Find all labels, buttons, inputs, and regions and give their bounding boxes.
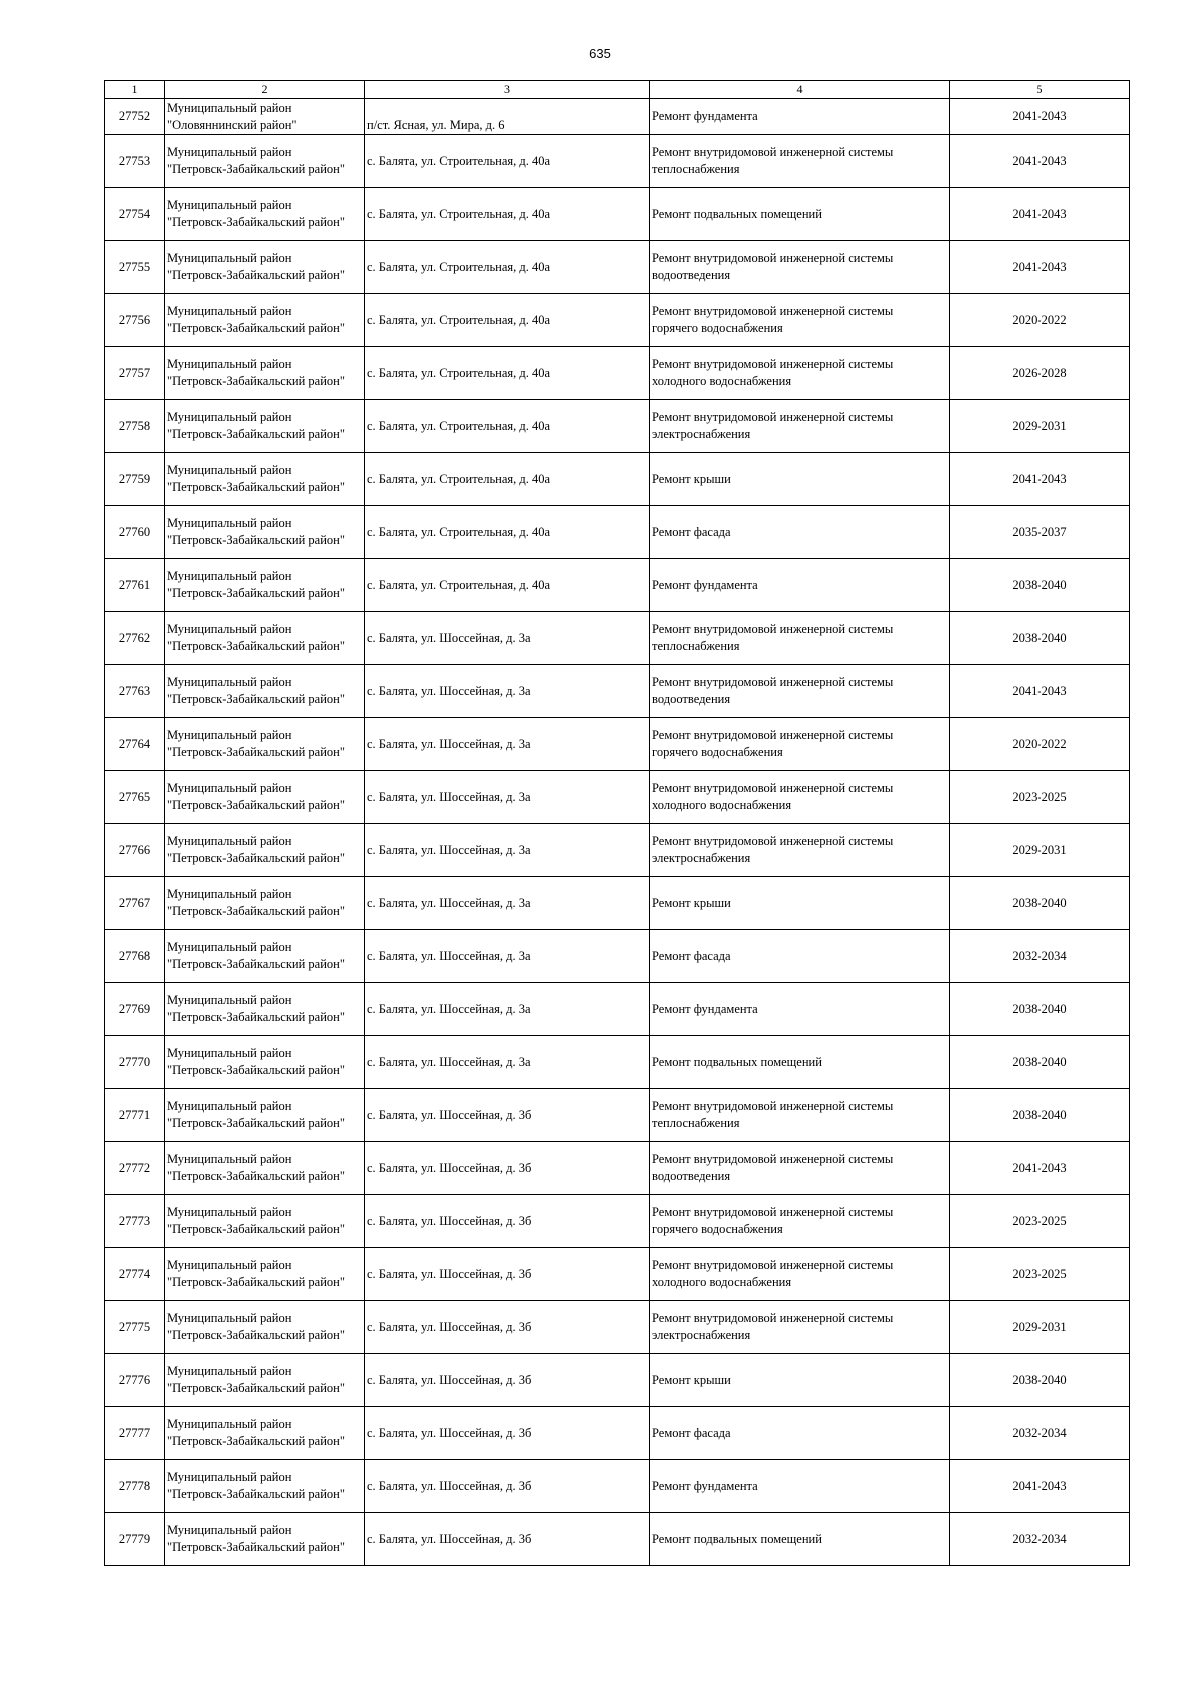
municipality-cell: Муниципальный район "Петровск-Забайкальский район" (165, 559, 365, 612)
work-type-cell: Ремонт внутридомовой инженерной системы водоотведения (650, 665, 950, 718)
municipality-cell: Муниципальный район "Петровск-Забайкальский район" (165, 506, 365, 559)
work-type-cell: Ремонт фундамента (650, 559, 950, 612)
municipality-cell: Муниципальный район "Петровск-Забайкальский район" (165, 400, 365, 453)
column-header-2: 2 (165, 81, 365, 99)
address-cell: с. Балята, ул. Шоссейная, д. 3б (365, 1248, 650, 1301)
municipality-cell: Муниципальный район "Петровск-Забайкальский район" (165, 877, 365, 930)
municipality-cell: Муниципальный район "Петровск-Забайкальский район" (165, 347, 365, 400)
column-header-3: 3 (365, 81, 650, 99)
address-cell: с. Балята, ул. Шоссейная, д. 3а (365, 824, 650, 877)
table-row (105, 99, 1130, 135)
period-cell: 2038-2040 (950, 612, 1130, 665)
address-cell: с. Балята, ул. Шоссейная, д. 3а (365, 665, 650, 718)
work-type-cell: Ремонт фасада (650, 1407, 950, 1460)
table-row (105, 1301, 1130, 1354)
municipality-cell: Муниципальный район "Петровск-Забайкальский район" (165, 930, 365, 983)
address-cell: с. Балята, ул. Строительная, д. 40а (365, 506, 650, 559)
work-type-cell: Ремонт внутридомовой инженерной системы горячего водоснабжения (650, 1195, 950, 1248)
row-number-cell: 27777 (105, 1407, 165, 1460)
table-row (105, 1036, 1130, 1089)
address-cell: с. Балята, ул. Шоссейная, д. 3б (365, 1407, 650, 1460)
page-number: 635 (589, 46, 611, 61)
table-row (105, 930, 1130, 983)
address-cell: с. Балята, ул. Строительная, д. 40а (365, 453, 650, 506)
row-number-cell: 27768 (105, 930, 165, 983)
row-number-cell: 27767 (105, 877, 165, 930)
period-cell: 2032-2034 (950, 930, 1130, 983)
row-number-cell: 27757 (105, 347, 165, 400)
address-cell: п/ст. Ясная, ул. Мира, д. 6 (365, 99, 650, 135)
row-number-cell: 27763 (105, 665, 165, 718)
period-cell: 2035-2037 (950, 506, 1130, 559)
address-cell: с. Балята, ул. Шоссейная, д. 3б (365, 1301, 650, 1354)
period-cell: 2023-2025 (950, 1195, 1130, 1248)
row-number-cell: 27778 (105, 1460, 165, 1513)
municipality-cell: Муниципальный район "Петровск-Забайкальский район" (165, 1142, 365, 1195)
address-cell: с. Балята, ул. Шоссейная, д. 3б (365, 1089, 650, 1142)
table-row (105, 347, 1130, 400)
row-number-cell: 27753 (105, 135, 165, 188)
municipality-cell: Муниципальный район "Петровск-Забайкальский район" (165, 1407, 365, 1460)
municipality-cell: Муниципальный район "Петровск-Забайкальский район" (165, 1036, 365, 1089)
column-header-row (105, 81, 1130, 99)
period-cell: 2041-2043 (950, 665, 1130, 718)
municipality-cell: Муниципальный район "Петровск-Забайкальский район" (165, 771, 365, 824)
row-number-cell: 27769 (105, 983, 165, 1036)
table-row (105, 1089, 1130, 1142)
table-row (105, 453, 1130, 506)
row-number-cell: 27759 (105, 453, 165, 506)
table-row (105, 1248, 1130, 1301)
table-row (105, 241, 1130, 294)
municipality-cell: Муниципальный район "Петровск-Забайкальский район" (165, 665, 365, 718)
row-number-cell: 27771 (105, 1089, 165, 1142)
row-number-cell: 27755 (105, 241, 165, 294)
period-cell: 2020-2022 (950, 718, 1130, 771)
work-type-cell: Ремонт внутридомовой инженерной системы теплоснабжения (650, 612, 950, 665)
municipality-cell: Муниципальный район "Петровск-Забайкальский район" (165, 241, 365, 294)
address-cell: с. Балята, ул. Шоссейная, д. 3а (365, 612, 650, 665)
table-row (105, 1354, 1130, 1407)
row-number-cell: 27776 (105, 1354, 165, 1407)
period-cell: 2023-2025 (950, 1248, 1130, 1301)
address-cell: с. Балята, ул. Строительная, д. 40а (365, 135, 650, 188)
address-cell: с. Балята, ул. Строительная, д. 40а (365, 241, 650, 294)
municipality-cell: Муниципальный район "Петровск-Забайкальский район" (165, 1301, 365, 1354)
row-number-cell: 27766 (105, 824, 165, 877)
municipality-cell: Муниципальный район "Петровск-Забайкальский район" (165, 718, 365, 771)
table-row (105, 135, 1130, 188)
period-cell: 2041-2043 (950, 135, 1130, 188)
address-cell: с. Балята, ул. Шоссейная, д. 3а (365, 930, 650, 983)
table-row (105, 188, 1130, 241)
municipality-cell: Муниципальный район "Петровск-Забайкальский район" (165, 1354, 365, 1407)
work-type-cell: Ремонт внутридомовой инженерной системы теплоснабжения (650, 1089, 950, 1142)
table-row (105, 665, 1130, 718)
row-number-cell: 27773 (105, 1195, 165, 1248)
municipality-cell: Муниципальный район "Петровск-Забайкальский район" (165, 612, 365, 665)
work-type-cell: Ремонт крыши (650, 877, 950, 930)
table-row (105, 983, 1130, 1036)
work-type-cell: Ремонт фасада (650, 930, 950, 983)
period-cell: 2041-2043 (950, 99, 1130, 135)
table-row (105, 877, 1130, 930)
column-header-1: 1 (105, 81, 165, 99)
work-type-cell: Ремонт внутридомовой инженерной системы электроснабжения (650, 824, 950, 877)
work-type-cell: Ремонт внутридомовой инженерной системы теплоснабжения (650, 135, 950, 188)
address-cell: с. Балята, ул. Шоссейная, д. 3а (365, 718, 650, 771)
municipality-cell: Муниципальный район "Петровск-Забайкальский район" (165, 824, 365, 877)
period-cell: 2041-2043 (950, 1142, 1130, 1195)
row-number-cell: 27765 (105, 771, 165, 824)
table-row (105, 294, 1130, 347)
row-number-cell: 27762 (105, 612, 165, 665)
municipality-cell: Муниципальный район "Петровск-Забайкальский район" (165, 1248, 365, 1301)
table-row (105, 1513, 1130, 1566)
table-body (105, 99, 1130, 1566)
municipality-cell: Муниципальный район "Петровск-Забайкальский район" (165, 1513, 365, 1566)
row-number-cell: 27764 (105, 718, 165, 771)
table-row (105, 559, 1130, 612)
row-number-cell: 27760 (105, 506, 165, 559)
table-row (105, 612, 1130, 665)
work-type-cell: Ремонт внутридомовой инженерной системы горячего водоснабжения (650, 294, 950, 347)
row-number-cell: 27754 (105, 188, 165, 241)
work-type-cell: Ремонт внутридомовой инженерной системы электроснабжения (650, 1301, 950, 1354)
address-cell: с. Балята, ул. Шоссейная, д. 3б (365, 1513, 650, 1566)
work-type-cell: Ремонт крыши (650, 1354, 950, 1407)
period-cell: 2023-2025 (950, 771, 1130, 824)
address-cell: с. Балята, ул. Строительная, д. 40а (365, 347, 650, 400)
row-number-cell: 27756 (105, 294, 165, 347)
municipality-cell: Муниципальный район "Петровск-Забайкальский район" (165, 983, 365, 1036)
municipality-cell: Муниципальный район "Петровск-Забайкальский район" (165, 1089, 365, 1142)
period-cell: 2041-2043 (950, 1460, 1130, 1513)
period-cell: 2038-2040 (950, 559, 1130, 612)
work-type-cell: Ремонт подвальных помещений (650, 1513, 950, 1566)
address-cell: с. Балята, ул. Шоссейная, д. 3а (365, 877, 650, 930)
period-cell: 2038-2040 (950, 983, 1130, 1036)
address-cell: с. Балята, ул. Шоссейная, д. 3б (365, 1195, 650, 1248)
row-number-cell: 27770 (105, 1036, 165, 1089)
address-cell: с. Балята, ул. Шоссейная, д. 3а (365, 1036, 650, 1089)
period-cell: 2038-2040 (950, 1036, 1130, 1089)
municipality-cell: Муниципальный район "Петровск-Забайкальский район" (165, 1195, 365, 1248)
column-header-4: 4 (650, 81, 950, 99)
period-cell: 2041-2043 (950, 188, 1130, 241)
work-type-cell: Ремонт внутридомовой инженерной системы холодного водоснабжения (650, 771, 950, 824)
work-type-cell: Ремонт внутридомовой инженерной системы водоотведения (650, 1142, 950, 1195)
address-cell: с. Балята, ул. Строительная, д. 40а (365, 188, 650, 241)
table-row (105, 718, 1130, 771)
address-cell: с. Балята, ул. Шоссейная, д. 3а (365, 771, 650, 824)
works-table (104, 80, 1130, 1566)
municipality-cell: Муниципальный район "Петровск-Забайкальский район" (165, 1460, 365, 1513)
period-cell: 2032-2034 (950, 1513, 1130, 1566)
row-number-cell: 27779 (105, 1513, 165, 1566)
address-cell: с. Балята, ул. Шоссейная, д. 3б (365, 1142, 650, 1195)
municipality-cell: Муниципальный район "Петровск-Забайкальский район" (165, 135, 365, 188)
address-cell: с. Балята, ул. Строительная, д. 40а (365, 294, 650, 347)
table-row (105, 771, 1130, 824)
table-row (105, 1195, 1130, 1248)
row-number-cell: 27752 (105, 99, 165, 135)
table-row (105, 824, 1130, 877)
work-type-cell: Ремонт фундамента (650, 983, 950, 1036)
period-cell: 2032-2034 (950, 1407, 1130, 1460)
work-type-cell: Ремонт крыши (650, 453, 950, 506)
row-number-cell: 27761 (105, 559, 165, 612)
row-number-cell: 27772 (105, 1142, 165, 1195)
municipality-cell: Муниципальный район "Петровск-Забайкальский район" (165, 453, 365, 506)
address-cell: с. Балята, ул. Шоссейная, д. 3а (365, 983, 650, 1036)
row-number-cell: 27774 (105, 1248, 165, 1301)
period-cell: 2029-2031 (950, 824, 1130, 877)
address-cell: с. Балята, ул. Строительная, д. 40а (365, 559, 650, 612)
work-type-cell: Ремонт внутридомовой инженерной системы холодного водоснабжения (650, 1248, 950, 1301)
column-header-5: 5 (950, 81, 1130, 99)
work-type-cell: Ремонт фундамента (650, 99, 950, 135)
table-row (105, 1142, 1130, 1195)
work-type-cell: Ремонт внутридомовой инженерной системы водоотведения (650, 241, 950, 294)
period-cell: 2029-2031 (950, 400, 1130, 453)
table-row (105, 1407, 1130, 1460)
municipality-cell: Муниципальный район "Оловяннинский район" (165, 99, 365, 135)
municipality-cell: Муниципальный район "Петровск-Забайкальский район" (165, 294, 365, 347)
work-type-cell: Ремонт фасада (650, 506, 950, 559)
period-cell: 2026-2028 (950, 347, 1130, 400)
period-cell: 2038-2040 (950, 877, 1130, 930)
work-type-cell: Ремонт внутридомовой инженерной системы электроснабжения (650, 400, 950, 453)
work-type-cell: Ремонт внутридомовой инженерной системы горячего водоснабжения (650, 718, 950, 771)
table-row (105, 1460, 1130, 1513)
municipality-cell: Муниципальный район "Петровск-Забайкальский район" (165, 188, 365, 241)
period-cell: 2020-2022 (950, 294, 1130, 347)
address-cell: с. Балята, ул. Шоссейная, д. 3б (365, 1460, 650, 1513)
period-cell: 2041-2043 (950, 453, 1130, 506)
period-cell: 2029-2031 (950, 1301, 1130, 1354)
work-type-cell: Ремонт подвальных помещений (650, 188, 950, 241)
work-type-cell: Ремонт внутридомовой инженерной системы холодного водоснабжения (650, 347, 950, 400)
work-type-cell: Ремонт подвальных помещений (650, 1036, 950, 1089)
period-cell: 2041-2043 (950, 241, 1130, 294)
address-cell: с. Балята, ул. Шоссейная, д. 3б (365, 1354, 650, 1407)
table-row (105, 506, 1130, 559)
work-type-cell: Ремонт фундамента (650, 1460, 950, 1513)
period-cell: 2038-2040 (950, 1354, 1130, 1407)
period-cell: 2038-2040 (950, 1089, 1130, 1142)
address-cell: с. Балята, ул. Строительная, д. 40а (365, 400, 650, 453)
table-row (105, 400, 1130, 453)
row-number-cell: 27775 (105, 1301, 165, 1354)
row-number-cell: 27758 (105, 400, 165, 453)
